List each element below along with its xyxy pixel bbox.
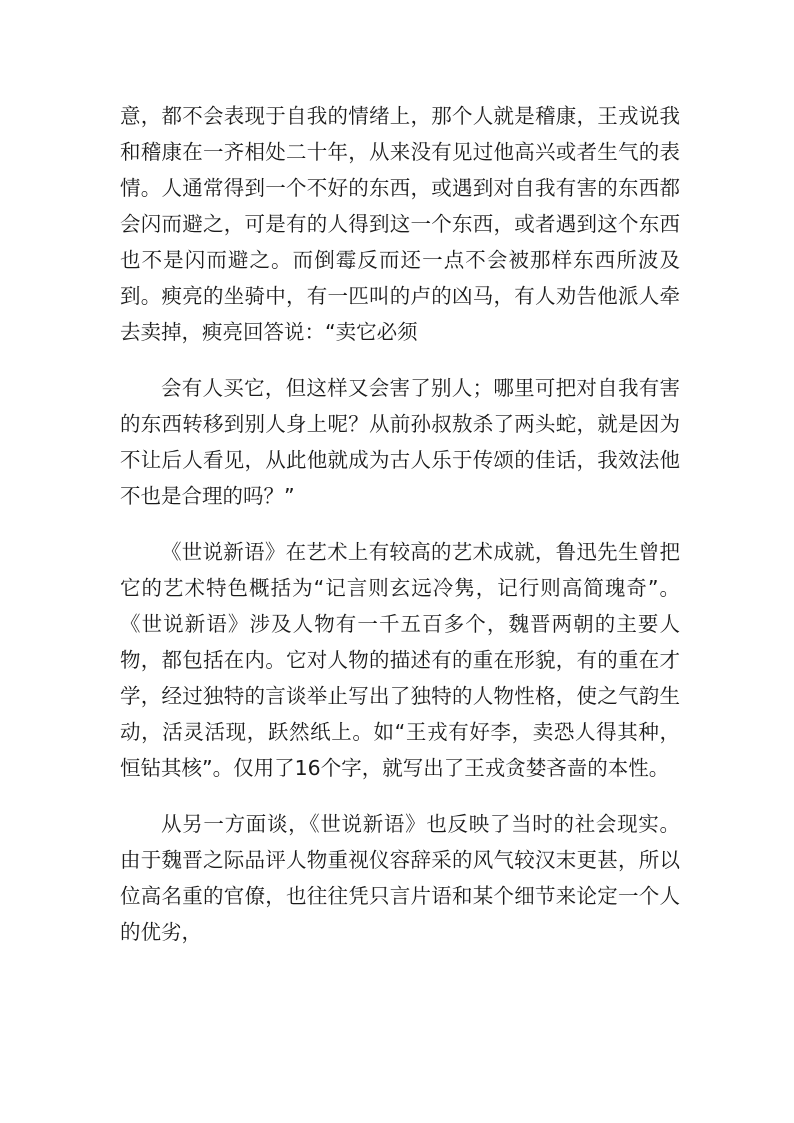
- paragraph-3: 《世说新语》在艺术上有较高的艺术成就，鲁迅先生曾把它的艺术特色概括为“记言则玄远冷隽，记行则高简瑰奇”。《世说新语》涉及人物有一千五百多个，魏晋两朝的主要人物，都包括在内。它对人物的描述有的重在形貌，有的重在才学，经过独特的言谈举止写出了独特的人物性格，使之气韵生动，活灵活现，跃然纸上。如“王戎有好李，卖恐人得其种，恒钻其核”。仅用了16个字，就写出了王戎贪婪吝啬的本性。: [120, 540, 680, 780]
- paragraph-4: 从另一方面谈，《世说新语》也反映了当时的社会现实。由于魏晋之际品评人物重视仪容辞采的风气较汉末更甚，所以位高名重的官僚，也往往凭只言片语和某个细节来论定一个人的优劣，: [120, 812, 680, 944]
- paragraph-1: 意，都不会表现于自我的情绪上，那个人就是稽康，王戎说我和稽康在一齐相处二十年，从来没有见过他高兴或者生气的表情。人通常得到一个不好的东西，或遇到对自我有害的东西都会闪而避之，可是有的人得到这一个东西，或者遇到这个东西也不是闪而避之。而倒霉反而还一点不会被那样东西所波及到。瘐亮的坐骑中，有一匹叫的卢的凶马，有人劝告他派人牵去卖掉，瘐亮回答说：“卖它必须: [120, 104, 680, 344]
- paragraph-2: 会有人买它，但这样又会害了别人；哪里可把对自我有害的东西转移到别人身上呢？从前孙叔敖杀了两头蛇，就是因为不让后人看见，从此他就成为古人乐于传颂的佳话，我效法他不也是合理的吗？”: [120, 376, 680, 508]
- document-body: [120, 98, 680, 970]
